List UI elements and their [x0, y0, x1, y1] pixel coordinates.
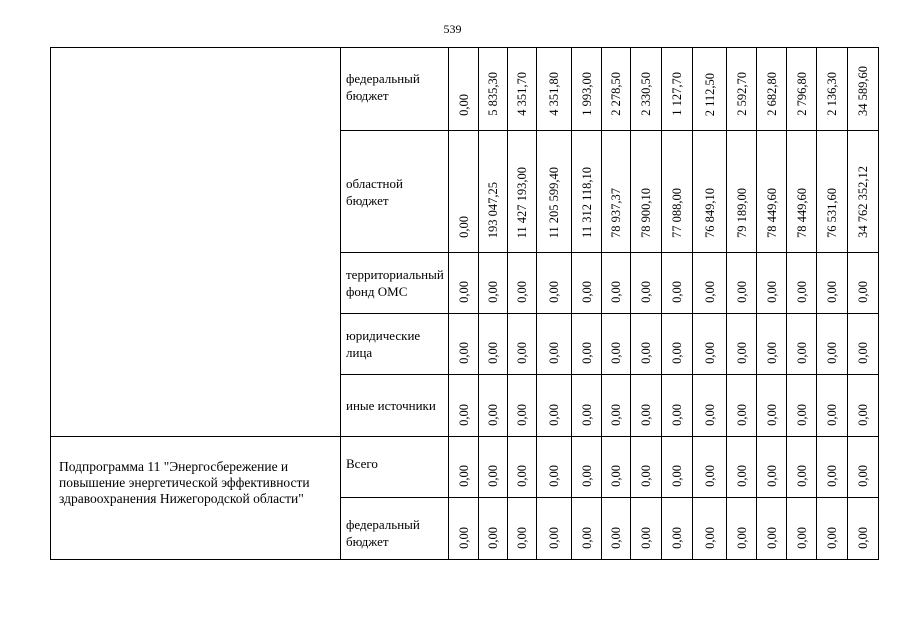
- value-cell-text: 78 900,10: [639, 188, 653, 238]
- value-cell-text: 0,00: [515, 404, 529, 426]
- value-cell-text: 0,00: [456, 94, 471, 116]
- value-cell: [602, 375, 630, 436]
- value-cell-text: 0,00: [456, 281, 471, 303]
- value-cell: [693, 314, 726, 374]
- value-cell-text: 0,00: [547, 527, 561, 549]
- value-cell: [787, 375, 816, 436]
- value-cell-text: 11 427 193,00: [515, 166, 529, 238]
- value-cell-text: 0,00: [515, 342, 529, 364]
- value-cell-text: 0,00: [794, 281, 809, 303]
- value-cell: [757, 314, 786, 374]
- value-cell-text: 0,00: [579, 281, 594, 303]
- value-cell: [817, 498, 847, 559]
- value-cell-text: 78 449,60: [764, 188, 779, 238]
- value-cell: [572, 375, 601, 436]
- value-cell: [727, 437, 756, 497]
- value-cell-text: 0,00: [515, 281, 529, 303]
- value-cell: [449, 498, 478, 559]
- value-cell: [662, 131, 692, 252]
- value-cell-text: 0,00: [856, 527, 870, 549]
- value-cell: [508, 498, 536, 559]
- value-cell: [817, 253, 847, 313]
- value-cell-text: 0,00: [486, 404, 500, 426]
- value-cell-text: 0,00: [609, 281, 623, 303]
- value-cell-text: 77 088,00: [670, 188, 684, 238]
- value-cell-text: 0,00: [670, 527, 684, 549]
- value-cell: [693, 498, 726, 559]
- value-cell-text: 0,00: [856, 465, 870, 487]
- value-cell-text: 0,00: [734, 281, 749, 303]
- source-label-text: федеральный бюджет: [346, 71, 420, 103]
- value-cell: [449, 131, 478, 252]
- value-cell: [662, 314, 692, 374]
- value-cell: [727, 314, 756, 374]
- value-cell: [602, 253, 630, 313]
- value-cell-text: 0,00: [856, 281, 870, 303]
- value-cell-text: 0,00: [515, 465, 529, 487]
- value-cell: [508, 48, 536, 130]
- value-cell: [631, 48, 661, 130]
- value-cell: [631, 437, 661, 497]
- value-cell: [757, 131, 786, 252]
- value-cell-text: 2 796,80: [794, 72, 809, 116]
- value-cell-text: 0,00: [579, 527, 594, 549]
- value-cell: [848, 48, 878, 130]
- value-cell: [727, 498, 756, 559]
- column-rule: [878, 47, 879, 560]
- value-cell: [449, 253, 478, 313]
- value-cell: [787, 253, 816, 313]
- value-cell: [848, 253, 878, 313]
- row-rule: [50, 559, 879, 560]
- value-cell: [449, 437, 478, 497]
- value-cell-text: 0,00: [547, 465, 561, 487]
- value-cell-text: 2 592,70: [734, 72, 749, 116]
- value-cell: [693, 48, 726, 130]
- value-cell: [572, 314, 601, 374]
- value-cell: [602, 131, 630, 252]
- value-cell: [817, 437, 847, 497]
- value-cell: [537, 314, 571, 374]
- value-cell-text: 0,00: [456, 404, 471, 426]
- value-cell-text: 0,00: [579, 342, 594, 364]
- value-cell: [602, 314, 630, 374]
- value-cell-text: 2 330,50: [639, 72, 653, 116]
- value-cell-text: 0,00: [609, 527, 623, 549]
- value-cell: [479, 253, 507, 313]
- value-cell: [602, 48, 630, 130]
- source-label-text: территориальный фонд ОМС: [346, 267, 444, 299]
- value-cell-text: 0,00: [670, 465, 684, 487]
- value-cell: [848, 375, 878, 436]
- value-cell-text: 0,00: [825, 281, 839, 303]
- value-cell-text: 1 993,00: [579, 72, 594, 116]
- value-cell-text: 2 682,80: [764, 72, 779, 116]
- value-cell: [508, 437, 536, 497]
- value-cell-text: 5 835,30: [486, 72, 500, 116]
- value-cell: [662, 437, 692, 497]
- value-cell-text: 34 589,60: [856, 66, 870, 116]
- value-cell: [631, 498, 661, 559]
- value-cell: [572, 498, 601, 559]
- value-cell-text: 0,00: [547, 281, 561, 303]
- value-cell-text: 0,00: [734, 465, 749, 487]
- value-cell: [817, 314, 847, 374]
- value-cell: [848, 437, 878, 497]
- value-cell-text: 0,00: [794, 404, 809, 426]
- value-cell-text: 0,00: [670, 281, 684, 303]
- value-cell: [479, 375, 507, 436]
- value-cell-text: 0,00: [670, 342, 684, 364]
- source-label-text: областной бюджет: [346, 176, 403, 208]
- value-cell-text: 11 312 118,10: [579, 167, 594, 238]
- value-cell: [631, 314, 661, 374]
- value-cell-text: 0,00: [609, 342, 623, 364]
- value-cell: [572, 48, 601, 130]
- value-cell-text: 2 136,30: [825, 72, 839, 116]
- value-cell: [537, 48, 571, 130]
- value-cell-text: 0,00: [825, 465, 839, 487]
- source-label-text: Всего: [346, 456, 378, 471]
- value-cell-text: 0,00: [794, 465, 809, 487]
- value-cell: [537, 375, 571, 436]
- value-cell: [508, 253, 536, 313]
- value-cell: [787, 131, 816, 252]
- value-cell: [537, 498, 571, 559]
- value-cell: [848, 314, 878, 374]
- value-cell-text: 0,00: [456, 342, 471, 364]
- value-cell: [508, 131, 536, 252]
- value-cell: [572, 437, 601, 497]
- value-cell: [479, 498, 507, 559]
- value-cell-text: 76 849,10: [702, 188, 717, 238]
- value-cell-text: 0,00: [456, 216, 471, 238]
- value-cell-text: 0,00: [670, 404, 684, 426]
- value-cell: [662, 375, 692, 436]
- value-cell-text: 0,00: [579, 404, 594, 426]
- value-cell: [693, 375, 726, 436]
- source-label: [341, 498, 448, 559]
- value-cell-text: 193 047,25: [486, 181, 500, 238]
- value-cell: [631, 131, 661, 252]
- source-label: [341, 48, 448, 130]
- value-cell-text: 0,00: [515, 527, 529, 549]
- value-cell: [537, 253, 571, 313]
- value-cell-text: 0,00: [639, 281, 653, 303]
- value-cell-text: 0,00: [456, 527, 471, 549]
- value-cell-text: 0,00: [547, 404, 561, 426]
- value-cell: [848, 498, 878, 559]
- value-cell-text: 0,00: [639, 465, 653, 487]
- value-cell-text: 0,00: [639, 527, 653, 549]
- value-cell: [817, 48, 847, 130]
- value-cell-text: 1 127,70: [670, 72, 684, 116]
- value-cell: [631, 375, 661, 436]
- value-cell-text: 0,00: [764, 527, 779, 549]
- value-cell: [817, 131, 847, 252]
- value-cell-text: 0,00: [734, 527, 749, 549]
- value-cell-text: 11 205 599,40: [547, 166, 561, 238]
- value-cell: [449, 314, 478, 374]
- value-cell: [662, 48, 692, 130]
- value-cell-text: 0,00: [547, 342, 561, 364]
- subprogram-title: Подпрограмма 11 "Энергосбережение и повышение энергетической эффективности здравоохранения Нижегородской области": [59, 459, 310, 506]
- value-cell: [479, 48, 507, 130]
- value-cell: [787, 437, 816, 497]
- value-cell: [449, 375, 478, 436]
- value-cell: [787, 498, 816, 559]
- value-cell: [479, 437, 507, 497]
- value-cell: [693, 253, 726, 313]
- value-cell: [693, 131, 726, 252]
- value-cell: [662, 253, 692, 313]
- value-cell-text: 0,00: [702, 527, 717, 549]
- source-label-text: федеральный бюджет: [346, 517, 420, 549]
- source-label: [341, 253, 448, 313]
- value-cell-text: 4 351,70: [515, 72, 529, 116]
- value-cell-text: 79 189,00: [734, 188, 749, 238]
- source-label-text: иные источники: [346, 398, 436, 413]
- value-cell: [631, 253, 661, 313]
- source-label: [341, 375, 448, 436]
- value-cell: [602, 437, 630, 497]
- value-cell: [817, 375, 847, 436]
- value-cell-text: 0,00: [825, 527, 839, 549]
- value-cell: [727, 48, 756, 130]
- source-label: [341, 437, 448, 497]
- value-cell-text: 0,00: [825, 404, 839, 426]
- value-cell-text: 2 278,50: [609, 72, 623, 116]
- value-cell-text: 0,00: [579, 465, 594, 487]
- value-cell-text: 0,00: [702, 281, 717, 303]
- value-cell: [479, 131, 507, 252]
- value-cell: [602, 498, 630, 559]
- value-cell-text: 0,00: [794, 342, 809, 364]
- source-label: [341, 131, 448, 252]
- value-cell-text: 2 112,50: [702, 72, 717, 116]
- value-cell-text: 0,00: [486, 281, 500, 303]
- value-cell: [757, 437, 786, 497]
- value-cell-text: 34 762 352,12: [856, 166, 870, 238]
- value-cell-text: 0,00: [486, 465, 500, 487]
- value-cell: [727, 375, 756, 436]
- value-cell-text: 0,00: [856, 342, 870, 364]
- page-number: 539: [443, 22, 462, 36]
- value-cell-text: 0,00: [609, 465, 623, 487]
- value-cell-text: 0,00: [639, 404, 653, 426]
- value-cell-text: 78 449,60: [794, 188, 809, 238]
- source-label: [341, 314, 448, 374]
- value-cell: [727, 131, 756, 252]
- value-cell-text: 0,00: [734, 342, 749, 364]
- value-cell: [449, 48, 478, 130]
- value-cell-text: 0,00: [764, 281, 779, 303]
- value-cell-text: 0,00: [456, 465, 471, 487]
- value-cell: [693, 437, 726, 497]
- value-cell-text: 0,00: [486, 342, 500, 364]
- value-cell: [572, 131, 601, 252]
- value-cell-text: 78 937,37: [609, 188, 623, 238]
- value-cell: [537, 437, 571, 497]
- value-cell: [662, 498, 692, 559]
- value-cell-text: 0,00: [856, 404, 870, 426]
- value-cell-text: 76 531,60: [825, 188, 839, 238]
- value-cell-text: 0,00: [734, 404, 749, 426]
- value-cell: [508, 375, 536, 436]
- value-cell: [508, 314, 536, 374]
- value-cell: [757, 498, 786, 559]
- value-cell: [757, 253, 786, 313]
- value-cell-text: 0,00: [764, 342, 779, 364]
- value-cell: [757, 48, 786, 130]
- value-cell-text: 0,00: [702, 465, 717, 487]
- source-label-text: юридические лица: [346, 328, 421, 360]
- value-cell-text: 0,00: [794, 527, 809, 549]
- value-cell: [787, 314, 816, 374]
- value-cell-text: 0,00: [702, 342, 717, 364]
- value-cell-text: 0,00: [764, 404, 779, 426]
- value-cell-text: 4 351,80: [547, 72, 561, 116]
- value-cell-text: 0,00: [609, 404, 623, 426]
- value-cell: [757, 375, 786, 436]
- value-cell: [479, 314, 507, 374]
- value-cell: [848, 131, 878, 252]
- value-cell-text: 0,00: [825, 342, 839, 364]
- value-cell: [727, 253, 756, 313]
- value-cell-text: 0,00: [486, 527, 500, 549]
- value-cell: [537, 131, 571, 252]
- value-cell-text: 0,00: [639, 342, 653, 364]
- value-cell-text: 0,00: [764, 465, 779, 487]
- value-cell: [787, 48, 816, 130]
- value-cell: [572, 253, 601, 313]
- value-cell-text: 0,00: [702, 404, 717, 426]
